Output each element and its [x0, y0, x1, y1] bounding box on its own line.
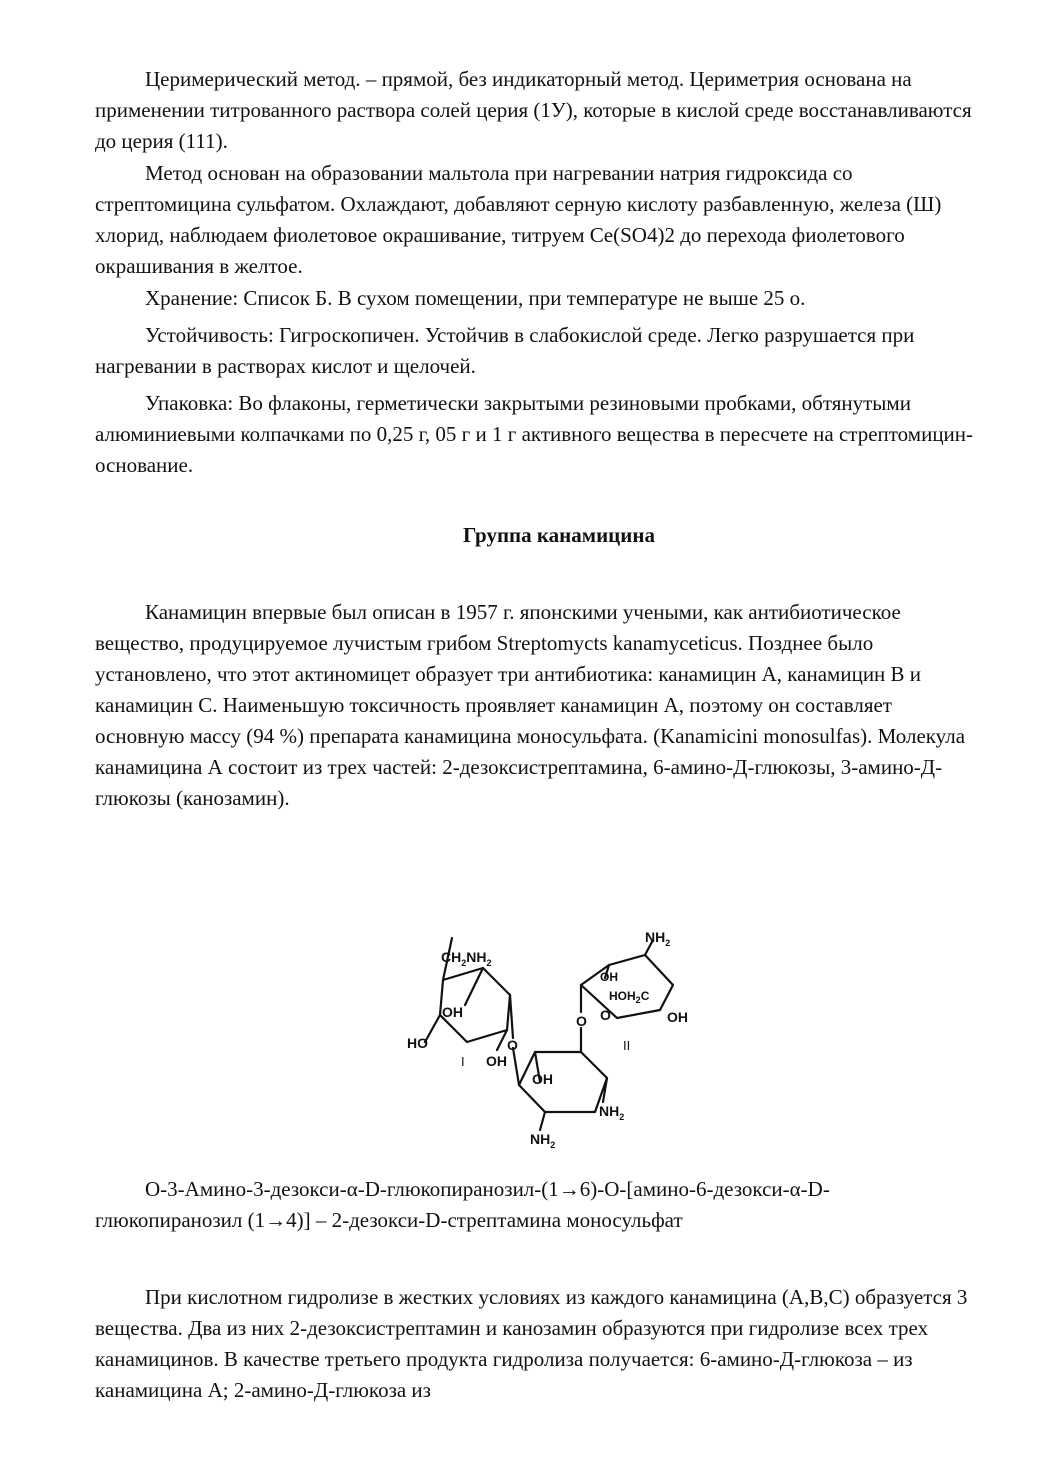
- label-oh-ring-ii-top: OH: [600, 970, 618, 984]
- ring-ii-bonds: [581, 940, 673, 1018]
- paragraph-cerimetry: Церимерический метод. – прямой, без индикаторный метод. Цериметрия основана на применении титрованного раствора солей церия (1У), которые в кислой среде восстанавливаются до церия (111).: [95, 67, 972, 153]
- label-oh-ring-ii-right: OH: [667, 1009, 688, 1025]
- label-nh2-top: $NH_2$: [645, 929, 671, 948]
- label-oh-ring-i-bottom: OH: [486, 1053, 507, 1069]
- label-link-oxygen: O: [576, 1013, 587, 1029]
- label-ch2-ring-i: $CH_2NH_2$: [441, 949, 492, 968]
- paragraph-hydrolysis: При кислотном гидролизе в жестких условиях из каждого канамицина (А,В,С) образуется 3 вещества. Два из них 2-дезоксистрептамин и канозамин образуются при гидролизе всех трех канамицинов. В качестве третьего продукта гидролиза получается: 6-амино-Д-глюкоза – из канамицина А; 2-амино-Д-глюкоза из: [95, 1285, 968, 1402]
- label-nh2-right: $NH_2$: [599, 1103, 625, 1122]
- paragraph-stability: Устойчивость: Гигроскопичен. Устойчив в слабокислой среде. Легко разрушается при нагревании в растворах кислот и щелочей.: [95, 323, 915, 378]
- ring-i-link-bond: [510, 995, 513, 1038]
- paragraph-storage: Хранение: Список Б. В сухом помещении, при температуре не выше 25 о.: [145, 286, 806, 310]
- paragraph-method-basis: Метод основан на образовании мальтола при нагревании натрия гидроксида со стрептомицина сульфатом. Охлаждают, добавляют серную кислоту разбавленную, железа (Ш) хлорид, наблюдаем фиолетовое окрашивание, титруем Ce(SO4)2 до перехода фиолетового окрашивания в желтое.: [95, 161, 942, 278]
- structure-svg: [395, 920, 715, 1160]
- label-ring-ii-number: II: [623, 1038, 631, 1053]
- label-ring-i-number: I: [461, 1054, 465, 1069]
- label-oh-ring-i-top: OH: [442, 1004, 463, 1020]
- ring-middle-bonds: [513, 1028, 607, 1130]
- ring-middle-link-bond: [513, 1048, 519, 1085]
- section-heading: Группа канамицина: [463, 523, 655, 547]
- kanamycin-structure-figure: [395, 920, 715, 1160]
- label-oh-middle: OH: [532, 1071, 553, 1087]
- paragraph-kanamycin-intro: Канамицин впервые был описан в 1957 г. японскими учеными, как антибиотическое вещество, продуцируемое лучистым грибом Streptomycts kanamyceticus. Позднее было установлено, что этот актиномицет образует три антибиотика: канамицин А, канамицин В и канамицин С. Наименьшую токсичность проявляет канамицин А, поэтому он составляет основную массу (94 %) препарата канамицина моносульфата. (Kanamicini monosulfas). Молекула канамицина А состоит из трех частей: 2-дезоксистрептамина, 6-амино-Д-глюкозы, 3-амино-Д-глюкозы (канозамин).: [95, 600, 966, 810]
- label-ring-i-oxygen: O: [507, 1037, 518, 1053]
- label-ho-ring-i-left: HO: [407, 1035, 428, 1051]
- figure-caption: О-3-Амино-3-дезокси-α-D-глюкопиранозил-(1→6)-О-[амино-6-дезокси-α-D-глюкопиранозил (1→4)] – 2-дезокси-D-стрептамина моносульфат: [95, 1177, 830, 1232]
- label-nh2-bottom: $NH_2$: [530, 1131, 556, 1150]
- label-ring-ii-oxygen: O: [600, 1007, 611, 1023]
- ring-middle-nh2-bond: [540, 1112, 545, 1130]
- label-hoh2c-ring-ii: $HOH_2C$: [609, 989, 650, 1005]
- paragraph-packaging: Упаковка: Во флаконы, герметически закрытыми резиновыми пробками, обтянутыми алюминиевыми колпачками по 0,25 г, 05 г и 1 г активного вещества в пересчете на стрептомицин-основание.: [95, 391, 974, 477]
- ring-ii-outline: [581, 955, 673, 1018]
